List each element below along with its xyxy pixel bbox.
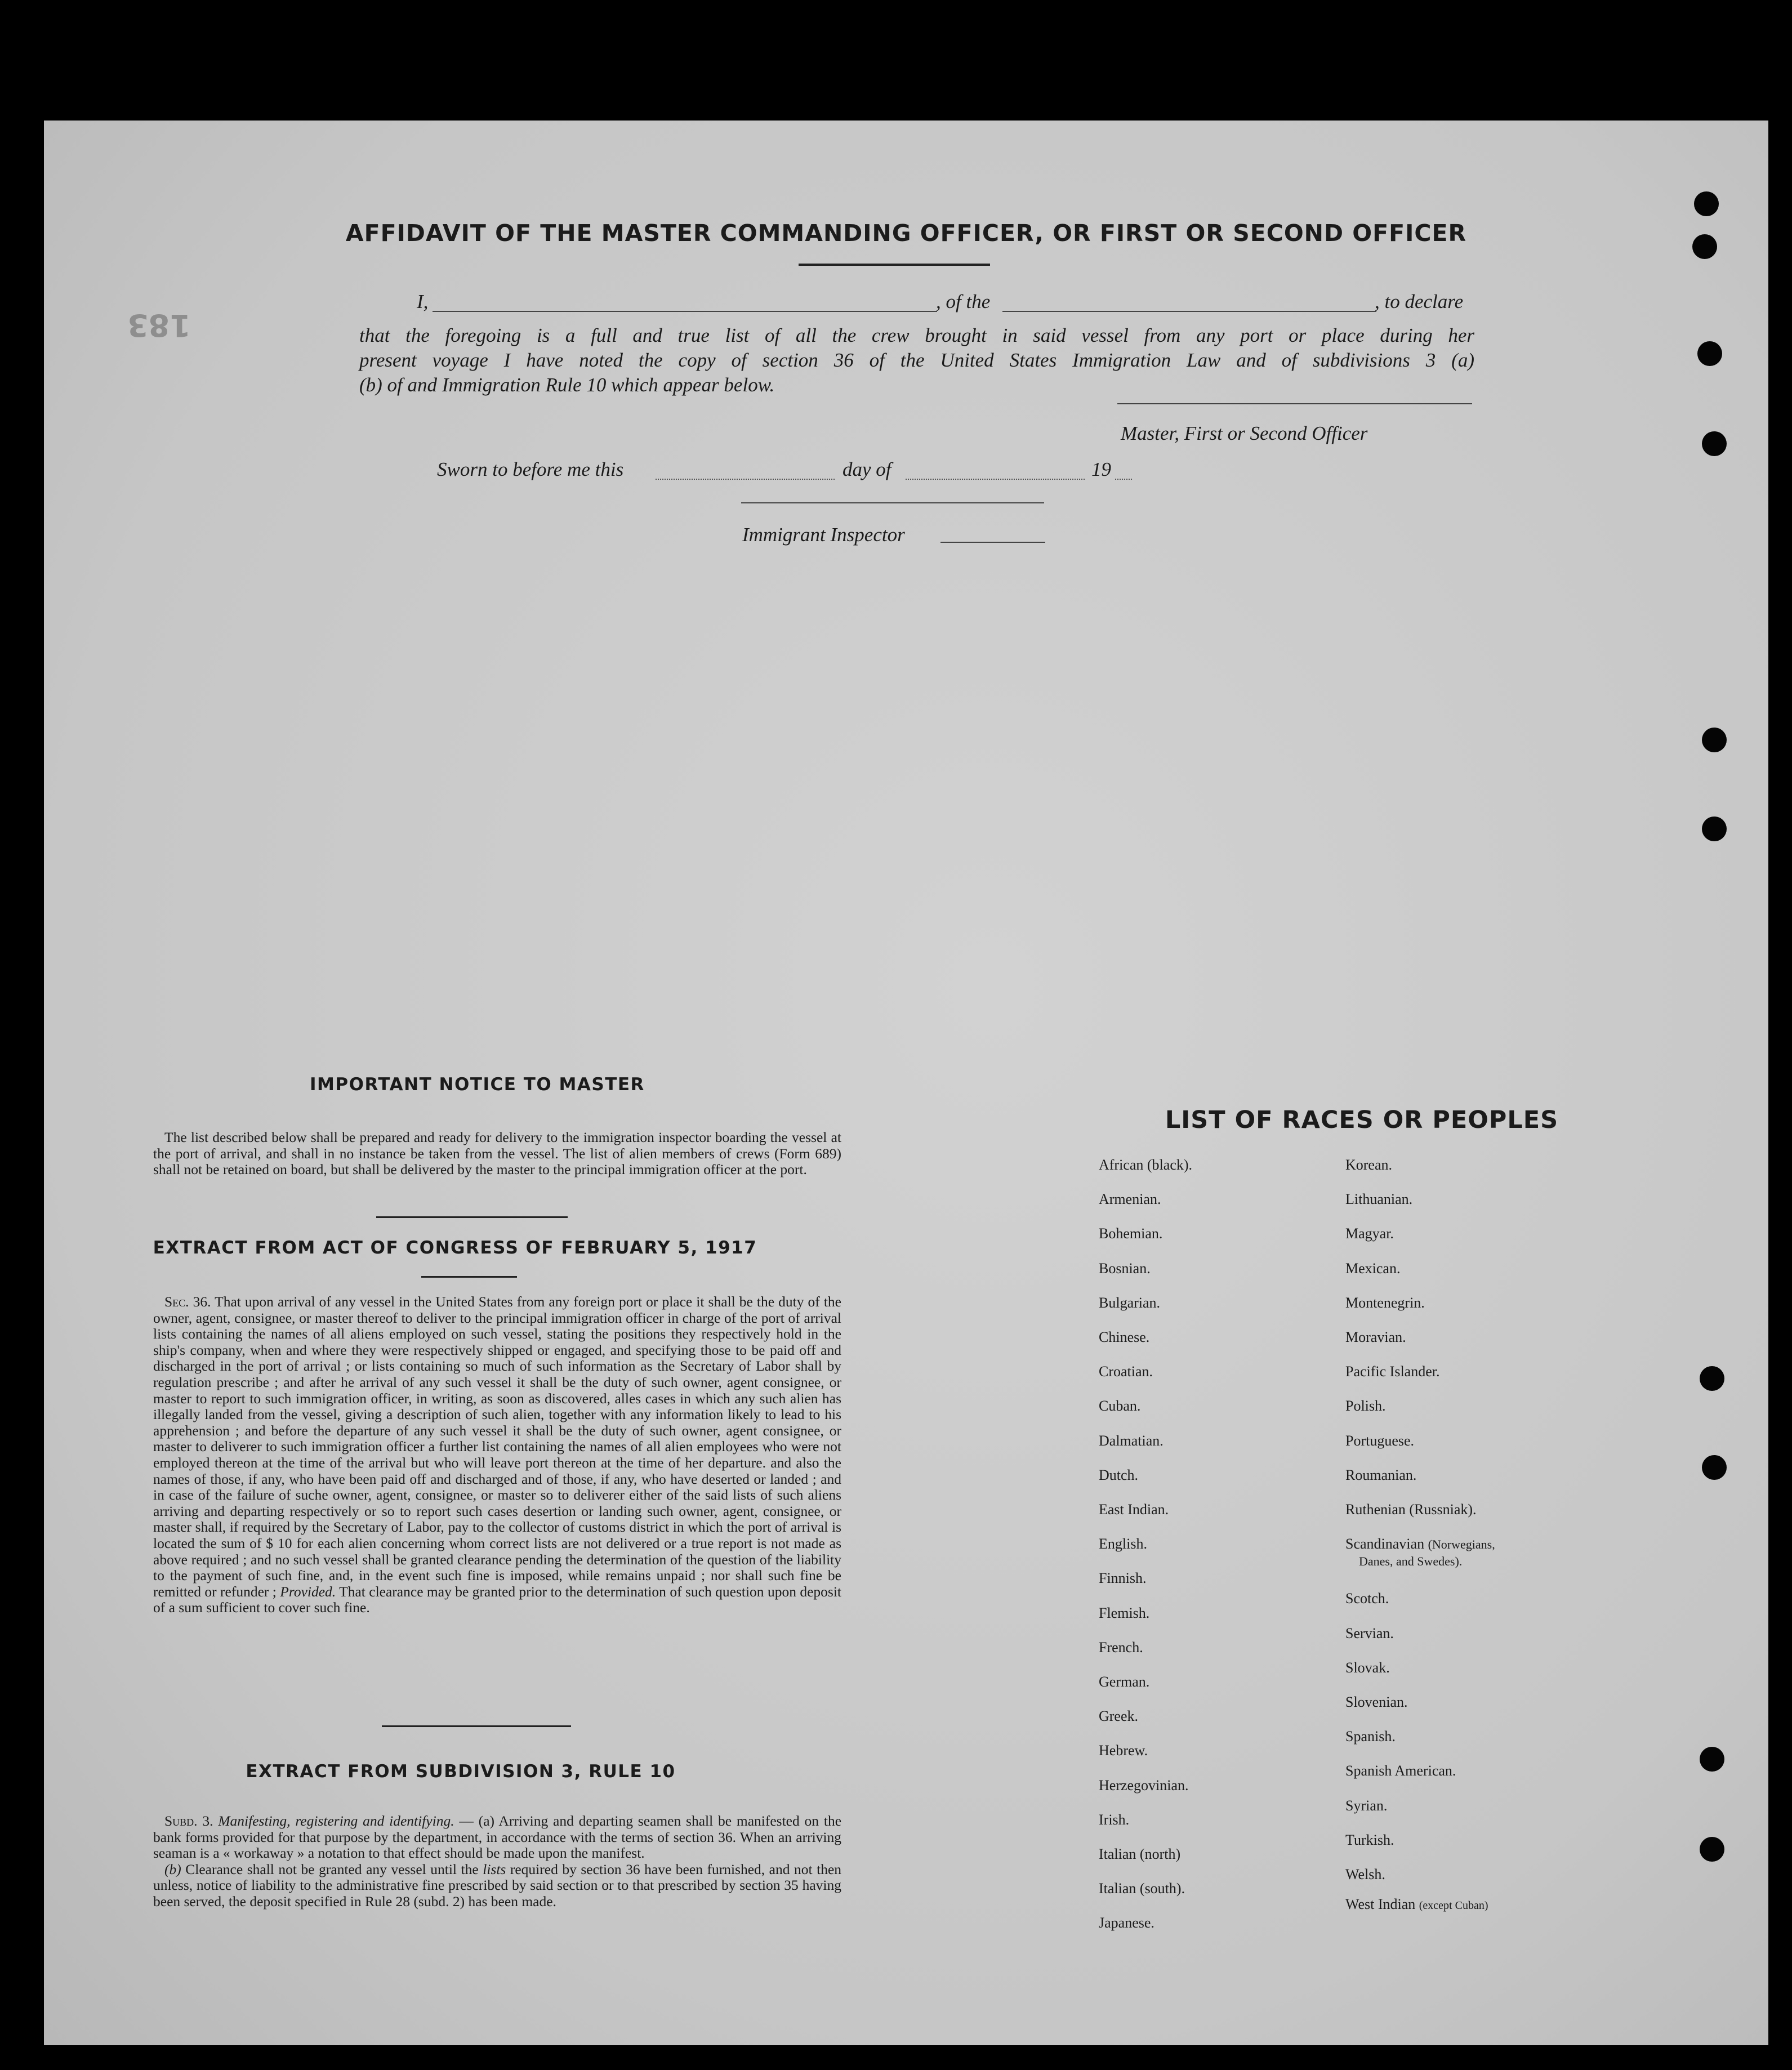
signature-line[interactable] (1117, 403, 1472, 404)
sworn-year-field[interactable] (1115, 479, 1132, 480)
title-underline (799, 264, 990, 266)
affidavit-title: AFFIDAVIT OF THE MASTER COMMANDING OFFICER, OR FIRST OR SECOND OFFICER (345, 220, 1467, 247)
punch-hole (1700, 1366, 1724, 1391)
act-body-end: That clearance may be granted prior to the determination of such question upon deposit of a sum sufficient to cover such fine. (153, 1583, 842, 1616)
page-number: 183 (127, 307, 191, 343)
inspector-trail-line (940, 542, 1045, 543)
race-item: Finnish. (1099, 1570, 1147, 1587)
race-item: Armenian. (1099, 1191, 1161, 1208)
sworn-month-field[interactable] (906, 479, 1085, 480)
race-item-west-indian (1345, 1896, 1488, 1913)
to-declare-label: , to declare (1375, 291, 1464, 313)
statement-line: present voyage I have noted the copy of section 36 of the United States Immigration Law and of subdivisions 3 (a) (359, 349, 1474, 371)
race-item: Herzegovinian. (1099, 1777, 1189, 1794)
race-item: Mexican. (1345, 1260, 1401, 1277)
race-item: Scotch. (1345, 1590, 1389, 1607)
document-page (44, 121, 1768, 2045)
race-item: Japanese. (1099, 1915, 1154, 1931)
punch-hole (1702, 431, 1727, 456)
day-of-label: day of (842, 458, 891, 480)
act-heading: EXTRACT FROM ACT OF CONGRESS OF FEBRUARY 5, 1917 (153, 1238, 757, 1258)
race-item: Hebrew. (1099, 1742, 1148, 1759)
provided-label: Provided. (280, 1583, 336, 1600)
statement-line: that the foregoing is a full and true list of all the crew brought in said vessel from any port or place during her (359, 324, 1474, 346)
rule-text (153, 1813, 841, 1910)
races-list (1099, 1157, 1662, 1945)
para-b-label: (b) (164, 1861, 181, 1877)
para-b-1: Clearance shall not be granted any vessel until the (185, 1861, 479, 1877)
sworn-day-field[interactable] (656, 479, 835, 480)
sec-label: Sec. 36. (164, 1293, 211, 1310)
race-item: Bulgarian. (1099, 1294, 1161, 1311)
act-text (153, 1294, 841, 1616)
race-item: Turkish. (1345, 1831, 1394, 1848)
sworn-label: Sworn to before me this (437, 458, 624, 480)
race-item: Irish. (1099, 1811, 1130, 1828)
race-item: Bosnian. (1099, 1260, 1151, 1277)
punch-hole (1702, 817, 1727, 841)
race-label: West Indian (1345, 1896, 1416, 1913)
para-a: — (a) Arriving and departing seamen shall be manifested on the bank forms provided for that purpose by the department, in accordance with the terms of section 36. When an arriving seaman is a « workaway » a notation to that effect should be made upon the manifest. (153, 1813, 842, 1862)
race-item: Cuban. (1099, 1398, 1141, 1415)
race-item: German. (1099, 1674, 1150, 1690)
act-body: That upon arrival of any vessel in the United States from any foreign port or place it shall be the duty of the owner, agent, consignee, or master thereof to deliver to the principal immigration officer in charge of the port of arrival lists containing the names of all aliens employed on such vessel, stating the positions they respectively hold in the ship's company, when and where they were respectively shipped or engaged, and specifying those to be paid off and discharged in the port of arrival ; or lists containing so much of such information as the Secretary of Labor shall by regulation prescribe ; and after he arrival of any such vessel it shall be the duty of such owner, agent consignee, or master to report to such immigration officer, in writing, as soon as discovered, alles cases in which any such alien has illegally landed from the vessel, giving a description of such alien, together with any information likely to lead to his apprehension ; and before the departure of any such vessel it shall be the duty of such owner, agent consignee, or master to deliverer to such immigration officer a further list containing the names of all alien employees who were not employed thereon at the time of the arrival but who will leave port thereon at the time of her departure. and also the names of those, if any, who have been paid off and discharged and of those, if any, who have deserted or landed ; and in case of the failure of suche owner, agent, consignee, or master so to deliverer either of the said lists of such aliens arriving and departing respectively or so to report such cases desertion or landing such owner, agent, consignee, or master shall, if required by the Secretary of Labor, pay to the collector of customs district in which the port of arrival is located the sum of $ 10 for each alien concerning whom correct lists are not delivered or a true report is not made as above required ; and no such vessel shall be granted clearance pending the determination of the question of the liability to the payment of such fine, and, in the event such fine is imposed, while remains unpaid ; nor shall such fine be remitted or refunder ; (153, 1293, 842, 1600)
divider (421, 1276, 517, 1278)
divider (382, 1725, 571, 1727)
races-title: LIST OF RACES OR PEOPLES (1165, 1106, 1559, 1134)
para-b-lists: lists (483, 1861, 506, 1877)
race-item: Chinese. (1099, 1329, 1150, 1345)
race-item: Spanish. (1345, 1728, 1396, 1745)
name-field-line[interactable] (433, 311, 937, 312)
race-item: Spanish American. (1345, 1763, 1456, 1779)
subd-label: Subd. 3. (164, 1813, 213, 1829)
race-item: Korean. (1345, 1157, 1393, 1173)
race-note: (Norwegians, (1428, 1537, 1495, 1552)
race-item: French. (1099, 1639, 1143, 1656)
race-item: Magyar. (1345, 1225, 1394, 1242)
punch-hole (1700, 1837, 1724, 1862)
race-item: Lithuanian. (1345, 1191, 1413, 1208)
rule-paragraph-a (153, 1813, 841, 1862)
race-item: Montenegrin. (1345, 1294, 1425, 1311)
of-the-label: , of the (936, 291, 991, 313)
race-item: Ruthenian (Russniak). (1345, 1501, 1477, 1518)
race-item: Flemish. (1099, 1604, 1150, 1621)
punch-hole (1702, 728, 1727, 752)
notice-paragraph: The list described below shall be prepared and ready for delivery to the immigration inspector boarding the vessel at the port of arrival, and shall in no instance be taken from the vessel. The list of alien members of crews (Form 689) shall not be retained on board, but shall be delivered by the master to the principal immigration officer at the port. (153, 1129, 841, 1178)
para-b-2: required by section 36 have been furnished, and not then unless, notice of liability to the administrative fine prescribed by said section or to that prescribed by section 35 having been served, the deposit specified in Rule 28 (subd. 2) has been made. (153, 1861, 842, 1910)
race-item: Polish. (1345, 1398, 1386, 1415)
subd-title: Manifesting, registering and identifying. (218, 1813, 454, 1829)
notice-heading: IMPORTANT NOTICE TO MASTER (310, 1074, 645, 1095)
divider (376, 1216, 568, 1218)
race-item: Slovenian. (1345, 1694, 1408, 1710)
race-item: Moravian. (1345, 1329, 1406, 1345)
signature-caption: Master, First or Second Officer (1121, 422, 1368, 444)
vessel-field-line[interactable] (1002, 311, 1376, 312)
race-label: Scandinavian (1345, 1536, 1425, 1552)
race-note: (except Cuban) (1419, 1899, 1488, 1912)
race-item: Greek. (1099, 1708, 1139, 1725)
race-item: Portuguese. (1345, 1432, 1415, 1449)
race-item: African (black). (1099, 1157, 1193, 1173)
race-item: English. (1099, 1536, 1147, 1552)
race-item: Bohemian. (1099, 1225, 1163, 1242)
rule-heading: EXTRACT FROM SUBDIVISION 3, RULE 10 (246, 1761, 676, 1782)
race-item-scandinavian (1345, 1536, 1495, 1569)
punch-hole (1702, 1455, 1727, 1480)
affidavit-statement (359, 323, 1474, 398)
race-item: Dalmatian. (1099, 1432, 1164, 1449)
i-label: I, (417, 291, 429, 313)
race-note-line2: Danes, and Swedes). (1359, 1554, 1463, 1569)
race-item: Servian. (1345, 1625, 1394, 1641)
race-item: Italian (north) (1099, 1846, 1181, 1862)
inspector-signature-line[interactable] (741, 502, 1044, 503)
race-item: Pacific Islander. (1345, 1363, 1440, 1380)
inspector-caption: Immigrant Inspector (742, 524, 905, 546)
race-item: Croatian. (1099, 1363, 1153, 1380)
race-item: Italian (south). (1099, 1880, 1185, 1897)
punch-hole (1694, 191, 1719, 216)
punch-hole (1697, 341, 1722, 366)
statement-line: (b) of and Immigration Rule 10 which appear below. (359, 374, 775, 396)
act-paragraph (153, 1294, 841, 1616)
notice-text (153, 1130, 841, 1178)
punch-hole (1700, 1747, 1724, 1772)
race-item: Dutch. (1099, 1466, 1139, 1483)
race-item: Slovak. (1345, 1659, 1390, 1676)
race-item: Syrian. (1345, 1797, 1388, 1814)
race-item: Welsh. (1345, 1866, 1385, 1882)
race-item: Roumanian. (1345, 1466, 1417, 1483)
year-prefix: 19 (1091, 458, 1111, 480)
rule-paragraph-b (153, 1862, 841, 1910)
race-item: East Indian. (1099, 1501, 1169, 1518)
